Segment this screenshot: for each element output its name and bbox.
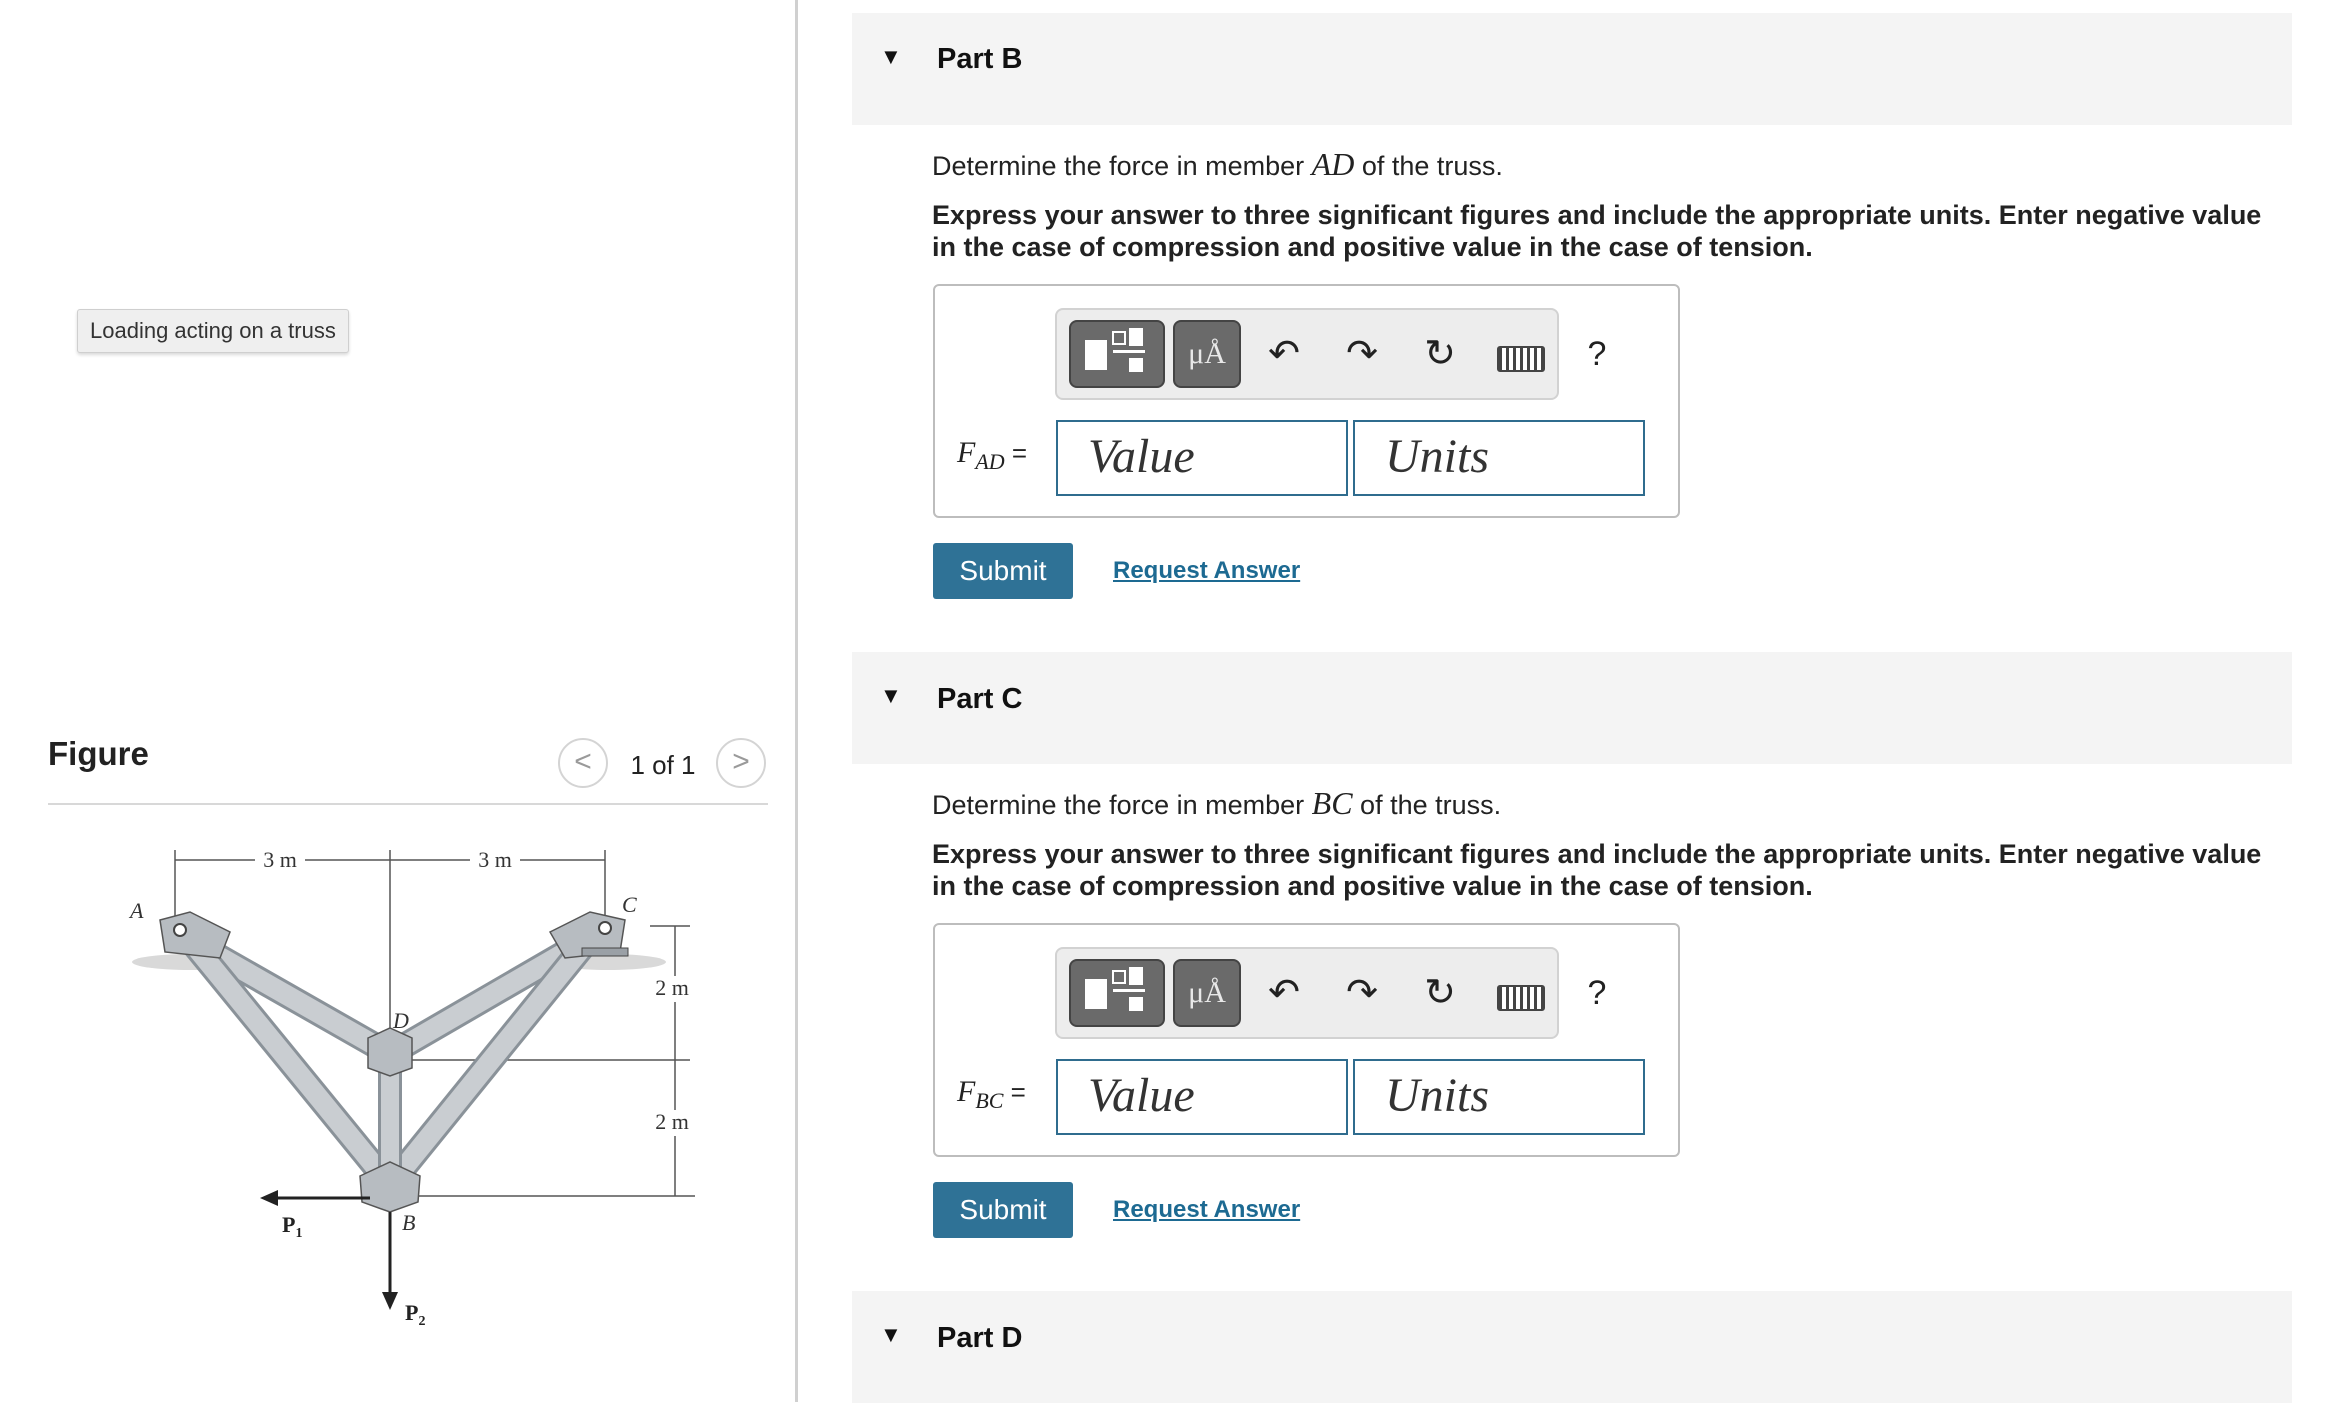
part-b-title[interactable]: Part B [937, 43, 1023, 75]
prev-figure-button[interactable]: < [558, 738, 608, 788]
reset-icon[interactable]: ↻ [1424, 333, 1456, 375]
reset-icon[interactable]: ↻ [1424, 972, 1456, 1014]
part-c-submit-button[interactable]: Submit [933, 1182, 1073, 1238]
undo-icon[interactable]: ↶ [1268, 333, 1300, 375]
part-b-answer-box [933, 284, 1680, 518]
keyboard-icon[interactable] [1497, 346, 1545, 372]
part-c-field-label: $F_{BC}$ = [957, 1075, 1026, 1113]
node-label-c: C [622, 892, 637, 917]
node-label-b: B [402, 1210, 416, 1235]
pin-a [174, 924, 186, 936]
node-label-d: D [393, 1008, 409, 1033]
dim-label-right: 3 m [478, 847, 512, 872]
roller-c [582, 948, 628, 956]
load-label-p1: $P_1$ [282, 1212, 303, 1241]
dim-label-left: 3 m [263, 847, 297, 872]
part-d-caret-icon[interactable]: ▼ [880, 1322, 902, 1347]
templates-icon [1071, 322, 1163, 386]
keyboard-icon[interactable] [1497, 985, 1545, 1011]
part-b-submit-button[interactable]: Submit [933, 543, 1073, 599]
templates-button[interactable] [1069, 320, 1165, 388]
node-label-a: A [130, 898, 144, 923]
gusset-d [368, 1028, 412, 1076]
figure-title: Figure [48, 735, 149, 772]
part-c-header[interactable] [852, 652, 2292, 764]
gusset-a [160, 912, 230, 958]
part-c-question: Determine the force in member BC of the truss. [932, 785, 1502, 821]
part-b-instruction: Express your answer to three significant figures and include the appropriate units. Enter negative value in the case of compression and positive value in the case of tension. [932, 200, 2262, 262]
truss-diagram [120, 840, 720, 1360]
next-figure-button[interactable]: > [716, 738, 766, 788]
units-button[interactable]: μÅ [1173, 320, 1241, 388]
part-b-header[interactable] [852, 13, 2292, 125]
part-c-value-input[interactable]: Value [1056, 1059, 1348, 1135]
pin-c [599, 922, 611, 934]
templates-icon [1071, 961, 1163, 1025]
part-c-instruction: Express your answer to three significant figures and include the appropriate units. Enter negative value in the case of compression and positive value in the case of tension. [932, 839, 2262, 901]
part-b-toolbar [1055, 308, 1607, 400]
part-d-title[interactable]: Part D [937, 1322, 1023, 1354]
part-b-member: AD [1311, 146, 1355, 182]
part-b-units-input[interactable]: Units [1353, 420, 1645, 496]
part-c-member: BC [1311, 785, 1353, 821]
part-c-answer-box [933, 923, 1680, 1157]
templates-button[interactable] [1069, 959, 1165, 1027]
part-b-field-label: $F_{AD}$ = [957, 436, 1028, 474]
part-b-question: Determine the force in member AD of the truss. [932, 146, 1503, 182]
help-button[interactable]: ? [1587, 335, 1607, 373]
part-b-value-input[interactable]: Value [1056, 420, 1348, 496]
part-c-toolbar [1055, 947, 1607, 1039]
load-p1-head [260, 1190, 278, 1206]
member-bc-face [390, 938, 590, 1185]
part-c-request-answer-link[interactable]: Request Answer [1113, 1196, 1301, 1223]
pane-divider[interactable] [795, 0, 798, 1402]
part-c-units-input[interactable]: Units [1353, 1059, 1645, 1135]
part-c-caret-icon[interactable]: ▼ [880, 683, 902, 708]
dim-label-upper: 2 m [655, 975, 689, 1000]
figure-tooltip: Loading acting on a truss [77, 309, 349, 353]
redo-icon[interactable]: ↷ [1346, 972, 1378, 1014]
help-button[interactable]: ? [1587, 974, 1607, 1012]
redo-icon[interactable]: ↷ [1346, 333, 1378, 375]
part-c-title[interactable]: Part C [937, 683, 1023, 715]
member-ab-face [190, 940, 390, 1185]
part-b-request-answer-link[interactable]: Request Answer [1113, 557, 1301, 584]
figure-divider [48, 803, 768, 805]
load-p2-head [382, 1292, 398, 1310]
undo-icon[interactable]: ↶ [1268, 972, 1300, 1014]
load-label-p2: $P_2$ [405, 1300, 426, 1329]
part-b-caret-icon[interactable]: ▼ [880, 44, 902, 69]
figure-pane [0, 0, 795, 1402]
dim-label-lower: 2 m [655, 1109, 689, 1134]
units-button[interactable]: μÅ [1173, 959, 1241, 1027]
figure-pager-count: 1 of 1 [630, 750, 696, 780]
part-d-header[interactable] [852, 1291, 2292, 1403]
